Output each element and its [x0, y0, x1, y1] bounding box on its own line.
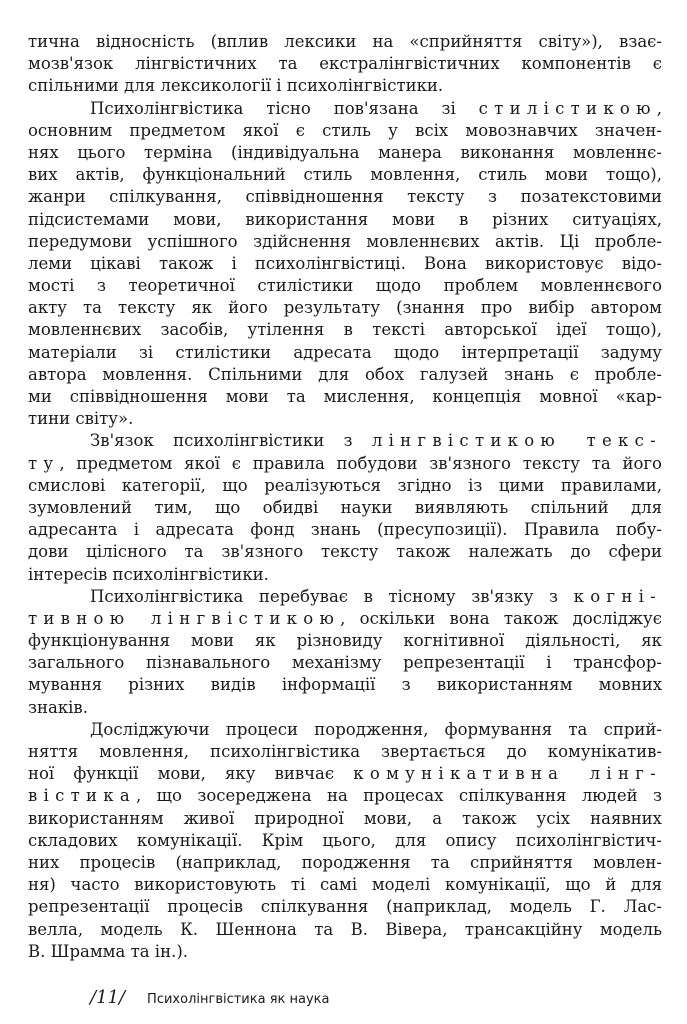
text-segment: В. Шрамма та ін.). [28, 941, 189, 961]
text-line [28, 741, 662, 763]
text-segment: основним предметом якої є стиль у всіх мовознавчих значен- [28, 120, 662, 140]
text-segment: мозв'язок лінгвістичних та екстралінгвістичних компонентів є [28, 54, 662, 74]
text-segment: загального пізнавального механізму репрезентації і трансфор- [28, 653, 662, 673]
text-segment: мовленнєвих засобів, утілення в тексті авторської ідеї тощо), [28, 320, 662, 340]
text-line [28, 475, 662, 497]
text-segment: зумовлений тим, що обидві науки виявляють спільний для [28, 497, 662, 517]
text-segment: няття мовлення, психолінгвістика звертається до комунікатив- [28, 742, 662, 761]
paragraph [28, 586, 662, 719]
text-segment: ня) часто використовують ті самі моделі комунікації, що й для [28, 875, 662, 895]
paragraph [28, 719, 662, 963]
spaced-term: вістика [28, 786, 136, 806]
text-segment: автора мовлення. Спільними для обох галузей знань є пробле- [28, 364, 662, 384]
page-number: /11/ [90, 987, 126, 1008]
text-line [28, 98, 662, 120]
text-segment: велла, модель К. Шеннона та В. Вівера, трансакційну модель [28, 919, 662, 939]
text-line [28, 674, 662, 696]
text-line [28, 874, 662, 896]
text-segment: , предметом якої є правила побудови зв'язного тексту та його [59, 453, 662, 473]
text-line [28, 896, 662, 918]
running-title: Психолінгвістика як наука [147, 992, 330, 1007]
text-segment: жанри спілкування, співвідношення тексту з позатекстовими [28, 187, 662, 207]
text-line [28, 31, 662, 53]
text-segment: мування різних видів інформації з використанням мовних [28, 675, 662, 695]
text-line [28, 231, 662, 253]
text-segment: Психолінгвістика перебуває в тісному зв'язку з [90, 586, 574, 606]
text-line [28, 253, 662, 275]
text-segment: тини світу». [28, 409, 134, 429]
text-line [28, 808, 662, 830]
text-segment: адресанта і адресата фонд знань (пресупозиції). Правила побу- [28, 520, 662, 540]
text-segment: функціонування мови як різновиду когнітивної діяльності, як [28, 631, 662, 651]
spaced-term: стилістикою [478, 98, 657, 118]
text-segment: ми співвідношення мови та мислення, концепція мовної «кар- [28, 387, 662, 406]
text-line [28, 297, 662, 319]
text-segment: вих актів, функціональний стиль мовлення, стиль мови тощо), [28, 165, 662, 185]
text-segment: смислові категорії, що реалізуються згідно із цими правилами, [28, 475, 662, 495]
text-line [28, 541, 662, 563]
text-line [28, 586, 662, 608]
text-segment: тична відносність (вплив лексики на «сприйняття світу»), взає- [28, 32, 662, 51]
spaced-term: лінгвістикою текс- [371, 431, 662, 451]
spaced-term: тивною лінгвістикою [28, 608, 341, 628]
text-segment: матеріали зі стилістики адресата щодо інтерпретації задуму [28, 342, 662, 362]
text-segment: інтересів психолінгвістики. [28, 564, 269, 584]
text-line [28, 630, 662, 652]
paragraph [28, 98, 662, 431]
page-footer [90, 987, 330, 1011]
text-line [28, 75, 662, 97]
text-line [28, 719, 662, 741]
text-line [28, 652, 662, 674]
paragraph [28, 31, 662, 98]
text-line [28, 941, 662, 963]
text-line [28, 120, 662, 142]
text-segment: нях цього терміна (індивідуальна манера виконання мовленнє- [28, 142, 662, 162]
text-line [28, 785, 662, 807]
text-line [28, 142, 662, 164]
spaced-term: когні- [573, 586, 662, 606]
text-line [28, 497, 662, 519]
text-line [28, 53, 662, 75]
text-line [28, 186, 662, 208]
text-segment: дови цілісного та зв'язного тексту також належать до сфери [28, 542, 662, 562]
text-line [28, 519, 662, 541]
text-line [28, 852, 662, 874]
text-segment: , оскільки вона також досліджує [340, 608, 663, 628]
text-segment: мості з теоретичної стилістики щодо проблем мовленнєвого [28, 276, 662, 296]
text-segment: , що зосереджена на процесах спілкування людей з [135, 786, 662, 806]
text-line [28, 763, 662, 785]
text-segment: складових комунікації. Крім цього, для опису психолінгвістич- [28, 830, 662, 850]
text-segment: передумови успішного здійснення мовленнєвих актів. Ці пробле- [28, 231, 662, 251]
text-segment: леми цікаві також і психолінгвістиці. Вона використовує відо- [28, 253, 662, 273]
page-body [28, 31, 662, 963]
text-segment: знаків. [28, 697, 88, 717]
text-line [28, 830, 662, 852]
text-segment: Зв'язок психолінгвістики з [90, 431, 372, 451]
text-line [28, 608, 662, 630]
text-segment: , [656, 98, 662, 118]
text-line [28, 342, 662, 364]
text-line [28, 275, 662, 297]
text-segment: Досліджуючи процеси породження, формування та сприй- [90, 719, 662, 739]
text-line [28, 919, 662, 941]
text-segment: Психолінгвістика тісно пов'язана зі [90, 98, 479, 118]
text-line [28, 164, 662, 186]
text-line [28, 319, 662, 341]
text-segment: них процесів (наприклад, породження та сприйняття мовлен- [28, 852, 662, 872]
text-line [28, 209, 662, 231]
text-line [28, 364, 662, 386]
spaced-term: ту [28, 453, 60, 473]
text-segment: репрезентації процесів спілкування (наприклад, модель Г. Лас- [28, 897, 662, 917]
text-line [28, 697, 662, 719]
text-segment: ної функції мови, яку вивчає [28, 764, 354, 784]
text-segment: використанням живої природної мови, а також усіх наявних [28, 808, 662, 828]
text-segment: підсистемами мови, використання мови в різних ситуаціях, [28, 209, 662, 229]
text-line [28, 386, 662, 408]
text-segment: спільними для лексикології і психолінгвістики. [28, 76, 444, 96]
paragraph [28, 430, 662, 585]
text-line [28, 408, 662, 430]
text-line [28, 430, 662, 452]
text-line [28, 453, 662, 475]
text-line [28, 564, 662, 586]
text-segment: акту та тексту як його результату (знання про вибір автором [28, 298, 662, 318]
spaced-term: комунікативна лінг- [353, 764, 662, 784]
